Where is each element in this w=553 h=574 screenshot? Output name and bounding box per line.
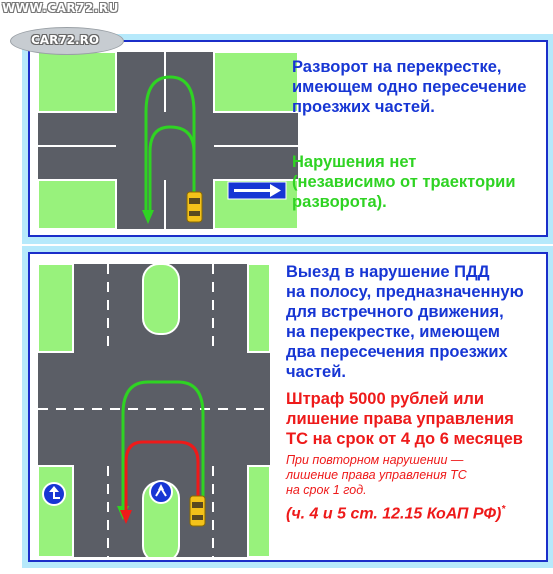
panel1-road-diagram — [38, 52, 298, 229]
panel2-intersection-scene — [38, 264, 270, 557]
grass-top-left — [38, 264, 73, 352]
grass-top-right — [214, 52, 298, 112]
grass-bottom-right — [248, 466, 270, 557]
panel2-fine — [286, 389, 523, 449]
panel2-repeat-line: лишение права управления ТС — [286, 468, 467, 482]
panel2-fine-line: ТС на срок от 4 до 6 месяцев — [286, 430, 523, 448]
watermark-logo-text: CAR72.RO — [31, 33, 100, 47]
grass-bottom-left — [38, 180, 116, 229]
panel2-title-line: частей. — [286, 363, 346, 381]
watermark-logo — [10, 27, 124, 55]
law-ref-text: (ч. 4 и 5 ст. 12.15 КоАП РФ) — [286, 505, 502, 523]
panel2-title-line: два пересечения проезжих — [286, 343, 508, 361]
panel2-title-line: Выезд в нарушение ПДД — [286, 263, 490, 281]
panel1-title-line: Разворот на перекрестке, — [292, 58, 502, 76]
car-icon — [190, 496, 205, 526]
grass-top-left — [38, 52, 116, 112]
car-icon — [187, 192, 202, 222]
panel1-result-line: (независимо от траектории — [292, 173, 516, 191]
panel2-fine-line: лишение права управления — [286, 410, 514, 428]
panel2-law-ref — [286, 500, 505, 524]
roundabout-sign-icon — [150, 481, 172, 503]
panel2-title-line: для встречного движения, — [286, 303, 504, 321]
panel2-title-line: на полосу, предназначенную — [286, 283, 524, 301]
uturn-path-outer — [146, 77, 194, 212]
panel2-title — [286, 262, 524, 382]
left-turn-sign-icon — [43, 483, 65, 505]
watermark-site-text: WWW.CAR72.RU — [2, 1, 119, 15]
panel1-title-line: имеющем одно пересечение — [292, 78, 527, 96]
panel1-result-line: разворота). — [292, 193, 387, 211]
median-north — [143, 264, 179, 334]
one-way-arrow-sign-icon — [228, 182, 286, 199]
panel1-result-line: Нарушения нет — [292, 153, 417, 171]
uturn-arrowhead — [142, 210, 154, 224]
panel2-repeat-line: При повторном нарушении — — [286, 453, 464, 467]
panel2-title-line: на перекрестке, имеющем — [286, 323, 500, 341]
panel2-fine-line: Штраф 5000 рублей или — [286, 390, 484, 408]
panel1-result — [292, 152, 515, 212]
panel1-title-line: проезжих частей. — [292, 98, 435, 116]
law-ref-mark: * — [501, 504, 506, 515]
panel2 — [28, 252, 548, 562]
panel2-repeat — [286, 453, 467, 498]
panel1 — [28, 40, 548, 237]
grass-top-right — [248, 264, 270, 352]
grass-bottom-left — [38, 466, 73, 557]
panel1-title — [292, 57, 526, 117]
panel1-intersection-scene — [38, 52, 298, 229]
panel2-repeat-line: на срок 1 год. — [286, 483, 367, 497]
panel2-road-diagram — [38, 264, 270, 557]
